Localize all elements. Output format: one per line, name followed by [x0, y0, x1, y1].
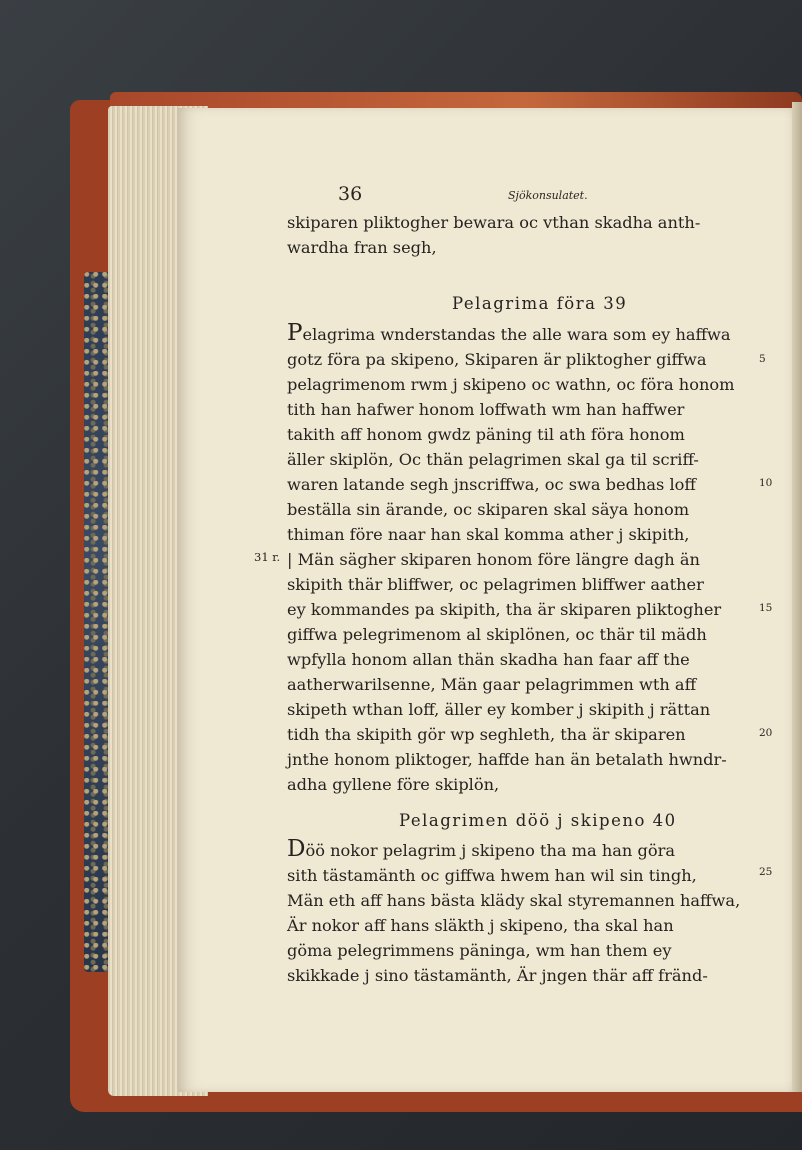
text-line-rest: elagrima wnderstandas the alle wara som ey haffwa: [302, 325, 731, 344]
line-number: 20: [759, 727, 773, 739]
text-line: aatherwarilsenne, Män gaar pelagrimmen wth aff: [287, 675, 697, 694]
text-line: waren latande segh jnscriffwa, oc swa bedhas loff: [287, 475, 696, 494]
text-line: giffwa pelegrimenom al skiplönen, oc thär til mädh: [287, 625, 707, 644]
text-line-rest: öö nokor pelagrim j skipeno tha ma han göra: [305, 841, 675, 860]
text-line: | Män sägher skiparen honom före längre dagh än: [287, 550, 700, 569]
text-line: skipeth wthan loff, äller ey komber j skipith j rättan: [287, 700, 711, 719]
line-number: 25: [759, 866, 773, 878]
text-line: gotz föra pa skipeno, Skiparen är pliktogher giffwa: [287, 350, 707, 369]
text-line: äller skiplön, Oc thän pelagrimen skal ga til scriff-: [287, 450, 699, 469]
text-line: göma pelegrimmens päninga, wm han them ey: [287, 941, 672, 960]
folio-marker: 31 r.: [254, 550, 281, 564]
section-heading: Pelagrima föra 39: [452, 294, 628, 313]
text-line: tith han hafwer honom loffwath wm han haffwer: [287, 400, 685, 419]
text-line: thiman före naar han skal komma ather j skipith,: [287, 525, 690, 544]
page-header: [270, 183, 700, 207]
page-right-edge: [792, 102, 802, 1092]
text-line: pelagrimenom rwm j skipeno oc wathn, oc föra honom: [287, 375, 735, 394]
text-line: wardha fran segh,: [287, 238, 437, 257]
text-line: ey kommandes pa skipith, tha är skiparen pliktogher: [287, 600, 722, 619]
text-line: adha gyllene före skiplön,: [287, 775, 500, 794]
text-line: skiparen pliktogher bewara oc vthan skadha anth-: [287, 213, 701, 232]
text-line: skikkade j sino tästamänth, Är jngen thär aff fränd-: [287, 966, 708, 985]
text-line: skipith thär bliffwer, oc pelagrimen bliffwer aather: [287, 575, 704, 594]
text-line: wpfylla honom allan thän skadha han faar aff the: [287, 650, 690, 669]
text-line: Män eth aff hans bästa klädy skal styremannen haffwa,: [287, 891, 741, 910]
initial-letter: P: [287, 320, 303, 346]
text-line: [287, 837, 675, 863]
text-line: Är nokor aff hans släkth j skipeno, tha skal han: [287, 916, 674, 935]
page-number: 36: [338, 183, 363, 205]
cover-spine-edge: [110, 92, 802, 108]
line-number: 10: [759, 477, 773, 489]
line-number: 15: [759, 602, 773, 614]
text-line: beställa sin ärande, oc skiparen skal säya honom: [287, 500, 690, 519]
section-heading: Pelagrimen döö j skipeno 40: [399, 811, 677, 830]
initial-letter: D: [287, 836, 306, 862]
line-number: 5: [759, 353, 766, 365]
text-line: tidh tha skipith gör wp seghleth, tha är skiparen: [287, 725, 686, 744]
text-line: takith aff honom gwdz päning til ath föra honom: [287, 425, 685, 444]
running-title: Sjökonsulatet.: [508, 189, 588, 202]
text-line: sith tästamänth oc giffwa hwem han wil sin tingh,: [287, 866, 697, 885]
text-line: jnthe honom pliktoger, haffde han än betalath hwndr-: [287, 750, 727, 769]
text-line: [287, 321, 731, 347]
